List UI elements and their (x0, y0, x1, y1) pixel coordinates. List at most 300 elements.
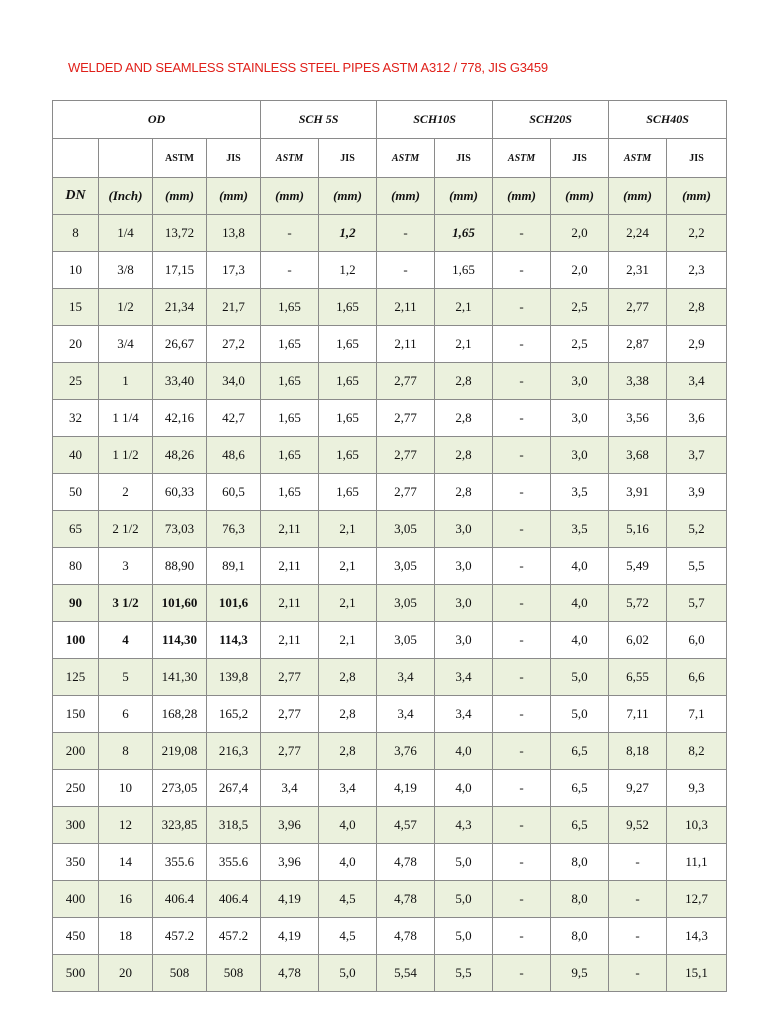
standard-header-cell: ASTM (493, 139, 551, 178)
table-cell: - (377, 215, 435, 252)
table-cell: 2,8 (319, 659, 377, 696)
table-cell: 7,11 (609, 696, 667, 733)
table-cell: 1,65 (261, 474, 319, 511)
table-cell: 3,4 (377, 659, 435, 696)
table-cell: 1,2 (319, 252, 377, 289)
table-row (53, 326, 727, 363)
table-cell: 3,0 (435, 548, 493, 585)
table-cell: 400 (53, 881, 99, 918)
unit-header-cell: (mm) (319, 178, 377, 215)
table-cell: - (493, 585, 551, 622)
unit-header-cell: DN (53, 178, 99, 215)
table-cell: 21,7 (207, 289, 261, 326)
table-cell: 5,2 (667, 511, 727, 548)
table-cell: 2,5 (551, 289, 609, 326)
table-cell: 12,7 (667, 881, 727, 918)
table-cell: 10,3 (667, 807, 727, 844)
table-cell: 4,19 (261, 881, 319, 918)
table-cell: 50 (53, 474, 99, 511)
table-cell: 2,11 (261, 511, 319, 548)
table-cell: - (609, 844, 667, 881)
table-cell: 4,0 (551, 622, 609, 659)
table-cell: 3,0 (435, 585, 493, 622)
table-cell: 9,3 (667, 770, 727, 807)
table-cell: 3,4 (435, 696, 493, 733)
table-cell: 3 1/2 (99, 585, 153, 622)
table-cell: 2,8 (435, 474, 493, 511)
unit-header-cell: (mm) (435, 178, 493, 215)
table-cell: 2,0 (551, 215, 609, 252)
table-row (53, 881, 727, 918)
table-cell: 5,7 (667, 585, 727, 622)
table-cell: 2,1 (435, 289, 493, 326)
unit-header-cell: (mm) (377, 178, 435, 215)
table-cell: 8,2 (667, 733, 727, 770)
table-cell: 2,11 (261, 622, 319, 659)
table-cell: 139,8 (207, 659, 261, 696)
table-row (53, 955, 727, 992)
table-row (53, 733, 727, 770)
group-header-sch20s: SCH20S (493, 101, 609, 139)
table-cell: 250 (53, 770, 99, 807)
table-row (53, 659, 727, 696)
table-cell: 1 (99, 363, 153, 400)
group-header-sch10s: SCH10S (377, 101, 493, 139)
standard-header-cell: JIS (435, 139, 493, 178)
group-header-sch40s: SCH40S (609, 101, 727, 139)
table-row (53, 437, 727, 474)
table-cell: 6,02 (609, 622, 667, 659)
unit-header-cell: (mm) (493, 178, 551, 215)
table-cell: 6,55 (609, 659, 667, 696)
table-cell: 267,4 (207, 770, 261, 807)
table-cell: 2 1/2 (99, 511, 153, 548)
table-cell: - (493, 474, 551, 511)
standard-header-cell: ASTM (377, 139, 435, 178)
group-header-sch5s: SCH 5S (261, 101, 377, 139)
table-cell: 27,2 (207, 326, 261, 363)
table-cell: 8,0 (551, 918, 609, 955)
table-cell: 3,0 (551, 363, 609, 400)
table-cell: 15 (53, 289, 99, 326)
table-row (53, 363, 727, 400)
table-cell: 101,60 (153, 585, 207, 622)
table-cell: 4,3 (435, 807, 493, 844)
table-cell: 40 (53, 437, 99, 474)
table-cell: 3/4 (99, 326, 153, 363)
table-cell: 2,8 (435, 363, 493, 400)
table-cell: 4,0 (435, 770, 493, 807)
table-cell: 2,77 (261, 696, 319, 733)
table-cell: 11,1 (667, 844, 727, 881)
table-cell: 1,65 (261, 363, 319, 400)
table-cell: 3,0 (435, 622, 493, 659)
table-cell: 4,57 (377, 807, 435, 844)
table-cell: - (493, 844, 551, 881)
table-cell: 200 (53, 733, 99, 770)
table-cell: 60,5 (207, 474, 261, 511)
table-cell: 20 (53, 326, 99, 363)
table-row (53, 585, 727, 622)
table-cell: 2,2 (667, 215, 727, 252)
table-cell: 168,28 (153, 696, 207, 733)
table-cell: 5,49 (609, 548, 667, 585)
unit-header-cell: (Inch) (99, 178, 153, 215)
table-cell: - (493, 733, 551, 770)
table-cell: 7,1 (667, 696, 727, 733)
table-cell: - (493, 807, 551, 844)
table-cell: 1,65 (261, 400, 319, 437)
table-cell: 323,85 (153, 807, 207, 844)
table-cell: 88,90 (153, 548, 207, 585)
table-cell: 17,3 (207, 252, 261, 289)
table-cell: 3,9 (667, 474, 727, 511)
table-cell: 4,78 (377, 844, 435, 881)
table-cell: 3,7 (667, 437, 727, 474)
table-cell: 3,05 (377, 622, 435, 659)
table-cell: 350 (53, 844, 99, 881)
group-header-row (53, 101, 727, 139)
table-cell: 32 (53, 400, 99, 437)
table-cell: 3,91 (609, 474, 667, 511)
table-cell: 48,26 (153, 437, 207, 474)
table-cell: 2,1 (319, 585, 377, 622)
standard-header-cell: ASTM (609, 139, 667, 178)
table-cell: 3,68 (609, 437, 667, 474)
table-cell: 500 (53, 955, 99, 992)
table-cell: 3,05 (377, 585, 435, 622)
table-cell: 1,65 (435, 215, 493, 252)
table-cell: - (493, 215, 551, 252)
table-cell: 2,8 (435, 400, 493, 437)
table-cell: 2,8 (667, 289, 727, 326)
standard-header-cell: ASTM (153, 139, 207, 178)
table-cell: 355.6 (153, 844, 207, 881)
table-cell: 100 (53, 622, 99, 659)
table-cell: 2,77 (377, 400, 435, 437)
table-cell: 5,0 (319, 955, 377, 992)
table-cell: 8,18 (609, 733, 667, 770)
table-cell: 5,0 (435, 918, 493, 955)
table-cell: - (609, 881, 667, 918)
table-cell: - (493, 659, 551, 696)
table-cell: 4,0 (551, 548, 609, 585)
unit-header-cell: (mm) (153, 178, 207, 215)
table-cell: 114,3 (207, 622, 261, 659)
table-cell: 406.4 (207, 881, 261, 918)
table-row (53, 622, 727, 659)
table-cell: 2,8 (319, 733, 377, 770)
table-cell: 3,4 (435, 659, 493, 696)
table-cell: 8,0 (551, 881, 609, 918)
table-cell: 3,4 (667, 363, 727, 400)
table-cell: 8 (99, 733, 153, 770)
table-cell: 4,5 (319, 881, 377, 918)
table-cell: 457.2 (153, 918, 207, 955)
table-cell: 16 (99, 881, 153, 918)
table-cell: 125 (53, 659, 99, 696)
table-cell: 150 (53, 696, 99, 733)
table-cell: 1,65 (261, 289, 319, 326)
table-cell: 4,78 (261, 955, 319, 992)
table-cell: 141,30 (153, 659, 207, 696)
unit-header-cell: (mm) (609, 178, 667, 215)
table-cell: 26,67 (153, 326, 207, 363)
standard-header-cell: JIS (551, 139, 609, 178)
table-cell: 508 (207, 955, 261, 992)
table-cell: 2,9 (667, 326, 727, 363)
table-cell: 10 (53, 252, 99, 289)
table-cell: 1,65 (319, 289, 377, 326)
table-cell: 318,5 (207, 807, 261, 844)
table-cell: 15,1 (667, 955, 727, 992)
table-cell: 1 1/2 (99, 437, 153, 474)
table-cell: 2 (99, 474, 153, 511)
table-cell: 5,5 (435, 955, 493, 992)
table-cell: 3,96 (261, 807, 319, 844)
table-cell: 3,0 (551, 400, 609, 437)
table-row (53, 696, 727, 733)
table-cell: - (493, 955, 551, 992)
table-cell: 80 (53, 548, 99, 585)
table-cell: - (493, 326, 551, 363)
table-cell: 2,11 (261, 585, 319, 622)
table-cell: - (493, 511, 551, 548)
table-row (53, 474, 727, 511)
table-cell: 4,78 (377, 918, 435, 955)
table-cell: - (493, 437, 551, 474)
table-cell: 6,6 (667, 659, 727, 696)
standard-header-row (53, 139, 727, 178)
table-cell: 3,0 (551, 437, 609, 474)
table-cell: 5,16 (609, 511, 667, 548)
table-cell: 219,08 (153, 733, 207, 770)
table-cell: 3,05 (377, 511, 435, 548)
table-cell: - (609, 918, 667, 955)
table-cell: 9,27 (609, 770, 667, 807)
table-cell: 4,19 (377, 770, 435, 807)
table-cell: 10 (99, 770, 153, 807)
table-cell: 355.6 (207, 844, 261, 881)
table-cell: 2,5 (551, 326, 609, 363)
standard-header-cell: JIS (207, 139, 261, 178)
table-cell: 2,1 (319, 548, 377, 585)
table-cell: 48,6 (207, 437, 261, 474)
table-cell: 300 (53, 807, 99, 844)
table-cell: 3,56 (609, 400, 667, 437)
table-cell: 2,1 (435, 326, 493, 363)
unit-header-cell: (mm) (207, 178, 261, 215)
table-cell: - (609, 955, 667, 992)
table-cell: 25 (53, 363, 99, 400)
table-cell: 6,5 (551, 770, 609, 807)
table-cell: 165,2 (207, 696, 261, 733)
table-cell: - (493, 770, 551, 807)
table-cell: - (493, 400, 551, 437)
table-cell: 65 (53, 511, 99, 548)
table-cell: 2,11 (377, 326, 435, 363)
table-cell: 1,65 (261, 437, 319, 474)
table-cell: 6,0 (667, 622, 727, 659)
table-cell: 4,0 (319, 807, 377, 844)
table-cell: 5,0 (551, 696, 609, 733)
table-cell: 4,0 (319, 844, 377, 881)
table-cell: 2,24 (609, 215, 667, 252)
table-cell: - (493, 881, 551, 918)
unit-header-row (53, 178, 727, 215)
pipe-dimensions-table (52, 100, 727, 992)
table-cell: 89,1 (207, 548, 261, 585)
table-cell: - (261, 252, 319, 289)
table-cell: 2,87 (609, 326, 667, 363)
table-cell: 17,15 (153, 252, 207, 289)
table-cell: - (493, 363, 551, 400)
table-cell: 3,4 (377, 696, 435, 733)
table-cell: 3/8 (99, 252, 153, 289)
table-cell: - (493, 548, 551, 585)
table-cell: 216,3 (207, 733, 261, 770)
table-cell: 20 (99, 955, 153, 992)
table-cell: 90 (53, 585, 99, 622)
table-cell: 3,4 (261, 770, 319, 807)
table-cell: 1,65 (319, 437, 377, 474)
table-cell: - (493, 696, 551, 733)
table-cell: 14,3 (667, 918, 727, 955)
table-cell: 8,0 (551, 844, 609, 881)
table-cell: - (377, 252, 435, 289)
table-cell: 4 (99, 622, 153, 659)
table-cell: 1/4 (99, 215, 153, 252)
table-cell: 9,52 (609, 807, 667, 844)
table-cell: 1,2 (319, 215, 377, 252)
table-cell: - (493, 289, 551, 326)
table-cell: 114,30 (153, 622, 207, 659)
document-title: WELDED AND SEAMLESS STAINLESS STEEL PIPES ASTM A312 / 778, JIS G3459 (68, 60, 548, 75)
table-row (53, 215, 727, 252)
table-row (53, 511, 727, 548)
standard-header-cell (53, 139, 99, 178)
table-cell: 3,6 (667, 400, 727, 437)
table-cell: 4,0 (551, 585, 609, 622)
table-cell: 76,3 (207, 511, 261, 548)
table-cell: 2,11 (261, 548, 319, 585)
unit-header-cell: (mm) (261, 178, 319, 215)
table-row (53, 252, 727, 289)
table-cell: 1,65 (319, 326, 377, 363)
table-cell: 21,34 (153, 289, 207, 326)
table-cell: 3,4 (319, 770, 377, 807)
table-cell: 1,65 (319, 363, 377, 400)
table-cell: 1/2 (99, 289, 153, 326)
table-cell: 4,78 (377, 881, 435, 918)
table-row (53, 548, 727, 585)
table-cell: 12 (99, 807, 153, 844)
table-cell: 3,5 (551, 511, 609, 548)
table-cell: 4,0 (435, 733, 493, 770)
table-cell: 3 (99, 548, 153, 585)
table-cell: 2,77 (261, 659, 319, 696)
table-cell: 1,65 (261, 326, 319, 363)
table-cell: 5,0 (551, 659, 609, 696)
standard-header-cell (99, 139, 153, 178)
standard-header-cell: JIS (319, 139, 377, 178)
table-cell: 2,77 (377, 363, 435, 400)
table-cell: 1,65 (319, 474, 377, 511)
table-cell: 2,0 (551, 252, 609, 289)
table-cell: 2,77 (609, 289, 667, 326)
table-cell: 3,0 (435, 511, 493, 548)
standard-header-cell: JIS (667, 139, 727, 178)
table-cell: 4,5 (319, 918, 377, 955)
table-cell: 1,65 (435, 252, 493, 289)
table-row (53, 770, 727, 807)
table-row (53, 918, 727, 955)
table-cell: - (493, 252, 551, 289)
table-row (53, 807, 727, 844)
table-cell: 2,8 (435, 437, 493, 474)
table-cell: 18 (99, 918, 153, 955)
table-cell: 457.2 (207, 918, 261, 955)
table-cell: 450 (53, 918, 99, 955)
table-cell: 6 (99, 696, 153, 733)
table-cell: 2,31 (609, 252, 667, 289)
table-cell: 2,1 (319, 511, 377, 548)
table-cell: 2,8 (319, 696, 377, 733)
table-row (53, 289, 727, 326)
table-cell: 406.4 (153, 881, 207, 918)
table-cell: 5,0 (435, 881, 493, 918)
table-cell: 5,0 (435, 844, 493, 881)
table-cell: 3,96 (261, 844, 319, 881)
table-cell: 3,5 (551, 474, 609, 511)
table-cell: 6,5 (551, 807, 609, 844)
table-cell: 6,5 (551, 733, 609, 770)
unit-header-cell: (mm) (667, 178, 727, 215)
table-cell: 5 (99, 659, 153, 696)
table-cell: 73,03 (153, 511, 207, 548)
table-cell: 2,77 (377, 474, 435, 511)
table-cell: 273,05 (153, 770, 207, 807)
table-cell: 9,5 (551, 955, 609, 992)
table-cell: 2,77 (377, 437, 435, 474)
table-cell: 1 1/4 (99, 400, 153, 437)
table-cell: 3,38 (609, 363, 667, 400)
table-cell: 3,05 (377, 548, 435, 585)
table-cell: 33,40 (153, 363, 207, 400)
table-cell: 5,54 (377, 955, 435, 992)
standard-header-cell: ASTM (261, 139, 319, 178)
table-row (53, 844, 727, 881)
group-header-od: OD (53, 101, 261, 139)
table-cell: - (261, 215, 319, 252)
table-cell: 13,8 (207, 215, 261, 252)
table-cell: 2,77 (261, 733, 319, 770)
table-cell: 2,1 (319, 622, 377, 659)
table-cell: 101,6 (207, 585, 261, 622)
table-cell: - (493, 622, 551, 659)
table-cell: 508 (153, 955, 207, 992)
table-cell: 42,7 (207, 400, 261, 437)
table-cell: 60,33 (153, 474, 207, 511)
table-cell: - (493, 918, 551, 955)
table-cell: 2,3 (667, 252, 727, 289)
table-cell: 3,76 (377, 733, 435, 770)
table-cell: 5,5 (667, 548, 727, 585)
table-cell: 42,16 (153, 400, 207, 437)
table-cell: 4,19 (261, 918, 319, 955)
table-cell: 8 (53, 215, 99, 252)
table-cell: 1,65 (319, 400, 377, 437)
